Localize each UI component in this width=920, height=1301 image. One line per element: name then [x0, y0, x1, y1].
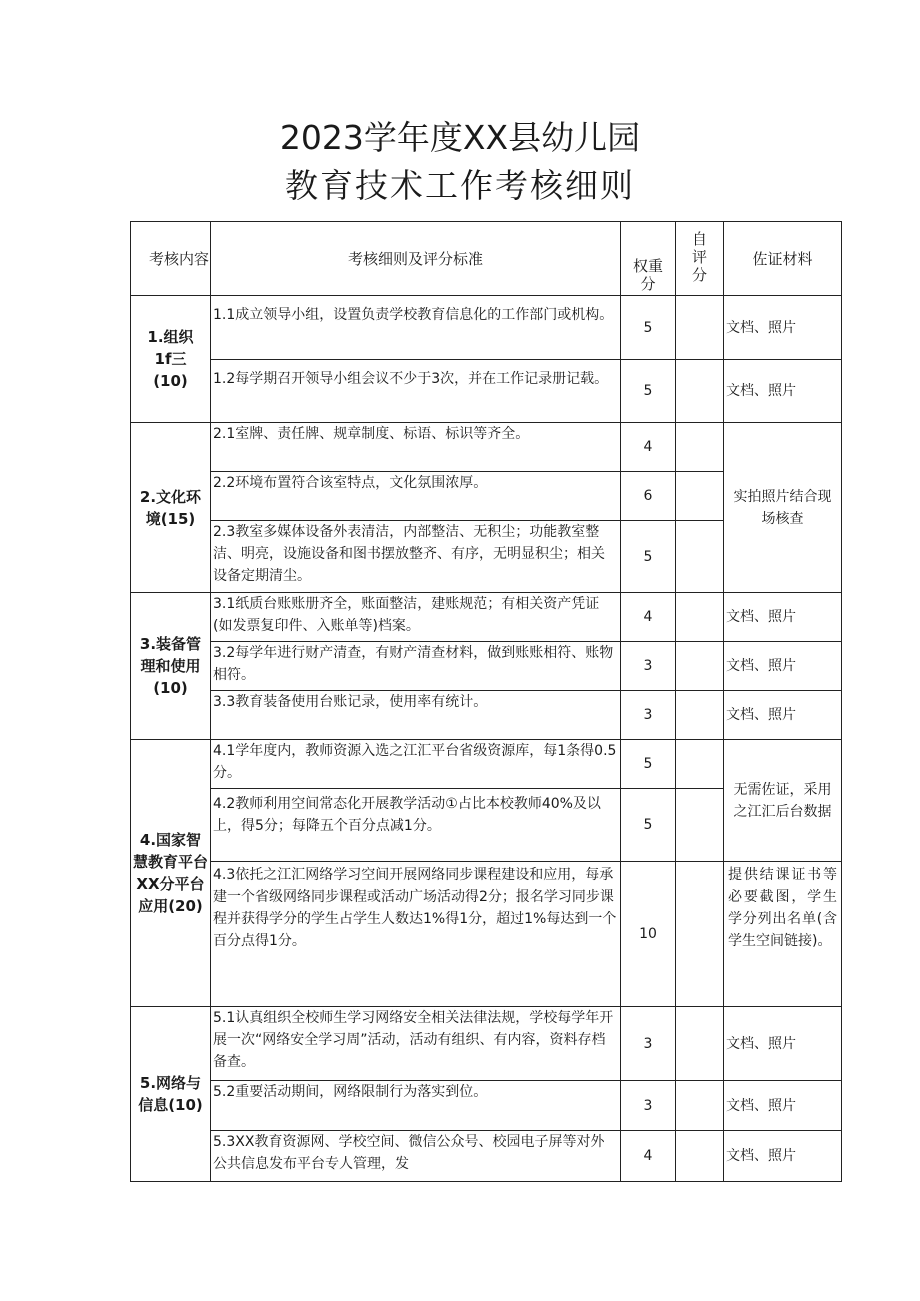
header-category: 考核内容: [131, 222, 211, 296]
row-weight: 3: [621, 1081, 676, 1131]
row-text: 4.2教师利用空间常态化开展教学活动①占比本校教师40%及以上，得5分；每降五个百分点减1分。: [211, 789, 621, 862]
category-network: 5.网络与信息(10): [131, 1007, 211, 1182]
row-text: 2.3教室多媒体设备外表清洁，内部整洁、无积尘；功能教室整洁、明亮，设施设备和图书摆放整齐、有序，无明显积尘；相关设备定期清尘。: [211, 521, 621, 593]
row-text: 3.2每学年进行财产清查，有财产清查材料，做到账账相符、账物相符。: [211, 642, 621, 691]
merged-evidence-platform: 无需佐证，采用之江汇后台数据: [724, 740, 842, 862]
table-row: [131, 296, 842, 360]
table-row: [131, 1007, 842, 1081]
self-score-cell[interactable]: [676, 593, 724, 642]
header-self-score: 自评分: [676, 222, 724, 296]
row-weight: 4: [621, 423, 676, 472]
table-row: [131, 423, 842, 472]
self-score-cell[interactable]: [676, 740, 724, 789]
self-score-cell[interactable]: [676, 521, 724, 593]
row-evidence: 文档、照片: [724, 1131, 842, 1182]
table-row: [131, 862, 842, 1007]
table-row: [131, 1081, 842, 1131]
row-text: 3.3教育装备使用台账记录，使用率有统计。: [211, 691, 621, 740]
table-header-row: [131, 222, 842, 296]
self-score-cell[interactable]: [676, 296, 724, 360]
self-score-cell[interactable]: [676, 862, 724, 1007]
table-row: [131, 360, 842, 423]
row-evidence: 文档、照片: [724, 642, 842, 691]
table-row: [131, 642, 842, 691]
table-row: [131, 691, 842, 740]
self-score-cell[interactable]: [676, 472, 724, 521]
category-platform: 4.国家智慧教育平台XX分平台应用(20): [131, 740, 211, 1007]
document-title-line2: 教育技术工作考核细则: [285, 166, 635, 205]
row-weight: 3: [621, 642, 676, 691]
row-text: 4.1学年度内，教师资源入选之江汇平台省级资源库，每1条得0.5分。: [211, 740, 621, 789]
row-text: 1.2每学期召开领导小组会议不少于3次，并在工作记录册记载。: [211, 360, 621, 423]
table-row: [131, 1131, 842, 1182]
row-text: 5.1认真组织全校师生学习网络安全相关法律法规，学校每学年开展一次“网络安全学习周”活动，活动有组织、有内容，资料存档备查。: [211, 1007, 621, 1081]
row-weight: 5: [621, 789, 676, 862]
row-text: 5.2重要活动期间，网络限制行为落实到位。: [211, 1081, 621, 1131]
row-text: 5.3XX教育资源网、学校空间、微信公众号、校园电子屏等对外公共信息发布平台专人管理，发: [211, 1131, 621, 1182]
merged-evidence-culture: 实拍照片结合现场核查: [724, 423, 842, 593]
table-row: [131, 740, 842, 789]
row-weight: 5: [621, 740, 676, 789]
row-weight: 3: [621, 691, 676, 740]
row-text: 2.1室牌、责任牌、规章制度、标语、标识等齐全。: [211, 423, 621, 472]
row-text: 1.1成立领导小组，设置负责学校教育信息化的工作部门或机构。: [211, 296, 621, 360]
self-score-cell[interactable]: [676, 691, 724, 740]
row-evidence: 文档、照片: [724, 1081, 842, 1131]
row-evidence: 文档、照片: [724, 360, 842, 423]
row-weight: 5: [621, 521, 676, 593]
row-text: 3.1纸质台账账册齐全，账面整洁，建账规范；有相关资产凭证(如发票复印件、入账单等)档案。: [211, 593, 621, 642]
table-row: [131, 593, 842, 642]
row-evidence: 文档、照片: [724, 593, 842, 642]
category-equipment: 3.装备管理和使用(10): [131, 593, 211, 740]
row-weight: 10: [621, 862, 676, 1007]
document-title-line1: 2023学年度XX县幼儿园: [279, 118, 641, 157]
row-weight: 4: [621, 1131, 676, 1182]
self-score-cell[interactable]: [676, 789, 724, 862]
self-score-cell[interactable]: [676, 642, 724, 691]
assessment-table: [130, 221, 842, 1182]
header-details: 考核细则及评分标准: [211, 222, 621, 296]
row-weight: 6: [621, 472, 676, 521]
self-score-cell[interactable]: [676, 1007, 724, 1081]
row-evidence: 提供结课证书等必要截图，学生学分列出名单(含学生空间链接)。: [724, 862, 842, 1007]
self-score-cell[interactable]: [676, 1081, 724, 1131]
category-organization: 1.组织 1f三 (10): [131, 296, 211, 423]
self-score-cell[interactable]: [676, 423, 724, 472]
self-score-cell[interactable]: [676, 1131, 724, 1182]
header-evidence: 佐证材料: [724, 222, 842, 296]
row-evidence: 文档、照片: [724, 1007, 842, 1081]
row-evidence: 文档、照片: [724, 296, 842, 360]
row-text: 2.2环境布置符合该室特点，文化氛围浓厚。: [211, 472, 621, 521]
row-evidence: 文档、照片: [724, 691, 842, 740]
category-culture: 2.文化环境(15): [131, 423, 211, 593]
header-weight: 权重分: [621, 222, 676, 296]
self-score-cell[interactable]: [676, 360, 724, 423]
row-text: 4.3依托之江汇网络学习空间开展网络同步课程建设和应用，每承建一个省级网络同步课程或活动广场活动得2分；报名学习同步课程并获得学分的学生占学生人数达1%得1分，超过1%每达到一个百分点得1分。: [211, 862, 621, 1007]
row-weight: 4: [621, 593, 676, 642]
row-weight: 5: [621, 296, 676, 360]
row-weight: 5: [621, 360, 676, 423]
row-weight: 3: [621, 1007, 676, 1081]
